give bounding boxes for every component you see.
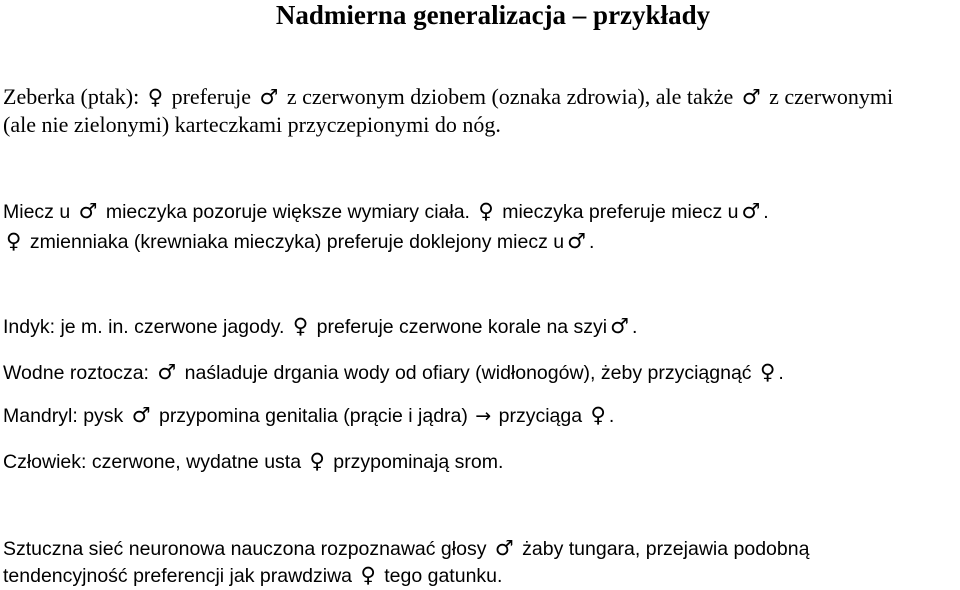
male-icon: ♂ (494, 536, 514, 560)
p7-text-a: Sztuczna sieć neuronowa nauczona rozpoznawać głosy (3, 538, 487, 560)
p2-line-1 (3, 198, 769, 225)
slide-title: Nadmierna generalizacja – przykłady (275, 0, 711, 30)
p1-text-b: preferuje (171, 84, 251, 109)
male-icon: ♂ (741, 85, 761, 109)
p5-text-d: . (608, 405, 615, 427)
p1-text-d: z czerwonymi (769, 84, 894, 109)
male-icon: ♂ (259, 85, 279, 109)
p2-line-2 (3, 228, 594, 255)
p2-text-c: mieczyka preferuje miecz u (502, 201, 739, 223)
p1-line-1 (3, 84, 893, 110)
female-icon: ♀ (6, 229, 22, 253)
female-icon: ♀ (590, 403, 606, 427)
female-icon: ♀ (759, 360, 776, 384)
p6-line (3, 448, 503, 475)
p7-text-b: żaby tungara, przejawia podobną (522, 538, 810, 560)
p2-text-a: Miecz u (3, 201, 71, 223)
p1-text-a: Zeberka (ptak): (3, 84, 140, 109)
male-icon: ♂ (610, 314, 629, 338)
p3-text-c: . (631, 316, 638, 338)
p5-text-b: przypomina genitalia (prącie i jądra) (158, 405, 468, 427)
male-icon: ♂ (157, 360, 177, 384)
p2-text-f: . (588, 231, 595, 253)
female-icon: ♀ (478, 199, 494, 223)
p3-text-b: preferuje czerwone korale na szyi (316, 316, 608, 338)
female-icon: ♀ (147, 85, 164, 109)
p4-text-c: . (778, 362, 784, 384)
p7-text-c: tendencyjność preferencji jak prawdziwa (3, 565, 353, 587)
p2-text-e: zmienniaka (krewniaka mieczyka) preferuje doklejony miecz u (29, 231, 565, 253)
p4-text-b: naśladuje drgania wody od ofiary (widłonogów), żeby przyciągnąć (184, 362, 752, 384)
p7-text-d: tego gatunku. (384, 565, 503, 587)
p1-line-2 (3, 112, 501, 138)
p7-line-1 (3, 535, 809, 562)
male-icon: ♂ (741, 199, 761, 223)
p2-text-d: . (763, 201, 769, 223)
p3-text-a: Indyk: je m. in. czerwone jagody. (3, 316, 285, 338)
p5-text-c: przyciąga (498, 405, 583, 427)
p1-text-c: z czerwonym dziobem (oznaka zdrowia), ale także (286, 84, 734, 109)
male-icon: ♂ (78, 199, 98, 223)
p3-line (3, 313, 637, 340)
p4-line (3, 359, 784, 386)
p1-text-e: (ale nie zielonymi) karteczkami przyczepionymi do nóg. (3, 112, 501, 137)
female-icon: ♀ (360, 563, 376, 587)
male-icon: ♂ (131, 403, 151, 427)
p7-line-2 (3, 562, 502, 589)
p4-text-a: Wodne roztocza: (3, 362, 149, 384)
male-icon: ♂ (567, 229, 586, 253)
female-icon: ♀ (292, 314, 309, 338)
arrow-right-icon: → (475, 405, 492, 427)
female-icon: ♀ (309, 449, 325, 473)
p6-text-b: przypominają srom. (333, 451, 504, 473)
p6-text-a: Człowiek: czerwone, wydatne usta (3, 451, 302, 473)
p2-text-b: mieczyka pozoruje większe wymiary ciała. (105, 201, 470, 223)
p5-text-a: Mandryl: pysk (3, 405, 124, 427)
p5-line (3, 402, 614, 429)
